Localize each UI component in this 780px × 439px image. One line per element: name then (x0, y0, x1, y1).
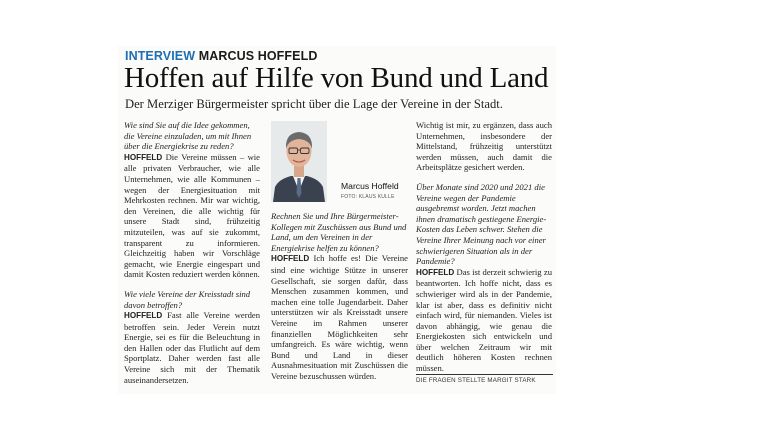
answer-text: Die Vereine müssen – wie alle privaten Verbraucher, wie alle Unternehmen, wie alle Kommunen – wegen der Energiesituation mit Mehrkosten rechnen. Mir war wichtig, den Vereinen, die alle wichtig für unsere Stadt sind, frühzeitig mitzuteilen, was auf sie zukommt, transparent zu informieren. Gleichzeitig haben wir Vorschläge gemacht, wie Energie eingespart und damit Kosten reduziert werden können. (124, 151, 260, 280)
interview-kicker (125, 49, 317, 63)
answer-text: Ich hoffe es! Die Vereine sind eine wichtige Stütze in unserer Gesellschaft, sie sorgen dafür, dass Menschen zusammen kommen, und machen eine tolle Jugendarbeit. Daher unterstützen wir als Kreisstadt unsere Vereine im Rahmen unserer finanziellen Möglichkeiten sehr umfangreich. Es wäre wichtig, wenn Bund und Land in dieser Ausnahmesituation mit Zuschüssen die Vereine bezuschussen würden. (271, 253, 408, 381)
article-column-2 (271, 211, 408, 382)
article-column-1 (124, 120, 260, 385)
divider (416, 374, 553, 375)
answer (271, 253, 408, 381)
kicker-name: MARCUS HOFFELD (198, 49, 318, 63)
question: Rechnen Sie und Ihre Bürgermeister-Kollegen mit Zuschüssen aus Bund und Land, um den Vereinen in der Energiekrise helfen zu können? (271, 211, 407, 253)
subheadline: Der Merziger Bürgermeister spricht über die Lage der Vereine in der Stadt. (125, 97, 503, 111)
answer-text: Fast alle Vereine werden betroffen sein. Jeder Verein nutzt Energie, sei es für die Beleuchtung in den Hallen oder das Flutlicht auf dem Sportplatz. Daher werden fast alle Vereine sich mit der Thematik auseinandersetzen. (124, 310, 260, 385)
interviewer-credit: DIE FRAGEN STELLTE MARGIT STARK (416, 377, 536, 384)
speaker-label: HOFFELD (416, 267, 455, 277)
question: Wie viele Vereine der Kreisstadt sind davon betroffen? (124, 288, 251, 310)
portrait-photo (271, 121, 327, 202)
speaker-label: HOFFELD (271, 254, 310, 264)
question: Über Monate sind 2020 und 2021 die Vereine wegen der Pandemie ausgebremst worden. Jetzt machen ihnen dramatisch gestiegene Energie-Kosten das Leben schwer. Stehen die Vereine Ihrer Meinung nach vor einer schwierigeren Situation als in der Pandemie? (416, 181, 547, 267)
speaker-label: HOFFELD (124, 311, 163, 321)
answer (416, 267, 552, 374)
answer (124, 152, 260, 280)
answer-text: Das ist derzeit schwierig zu beantworten. Ich hoffe nicht, dass es schwieriger wird als in der Pandemie, klar ist aber, dass es definitiv nicht einfach wird, für niemanden. Vieles ist davon abhängig, wie genau die Energiekosten sich entwickeln und über welchen Zeitraum wir mit deutlich höheren Kosten rechnen müssen. (416, 266, 552, 374)
paragraph: Wichtig ist mir, zu ergänzen, dass auch Unternehmen, insbesondere der Mittelstand, frühzeitig unterstützt werden müssen, auch damit die Arbeitsplätze gesichert werden. (416, 120, 552, 173)
question: Wie sind Sie auf die Idee gekommen, die Vereine einzuladen, um mit Ihnen über die Energiekrise zu reden? (124, 120, 252, 152)
portrait-image (271, 121, 327, 202)
speaker-label: HOFFELD (124, 152, 163, 162)
answer (124, 310, 260, 385)
kicker-label: INTERVIEW (125, 49, 196, 63)
photo-caption: Marcus Hoffeld (341, 181, 399, 191)
article-column-3 (416, 120, 552, 374)
headline: Hoffen auf Hilfe von Bund und Land (124, 62, 549, 94)
photo-credit: FOTO: KLAUS KULLE (341, 194, 395, 200)
